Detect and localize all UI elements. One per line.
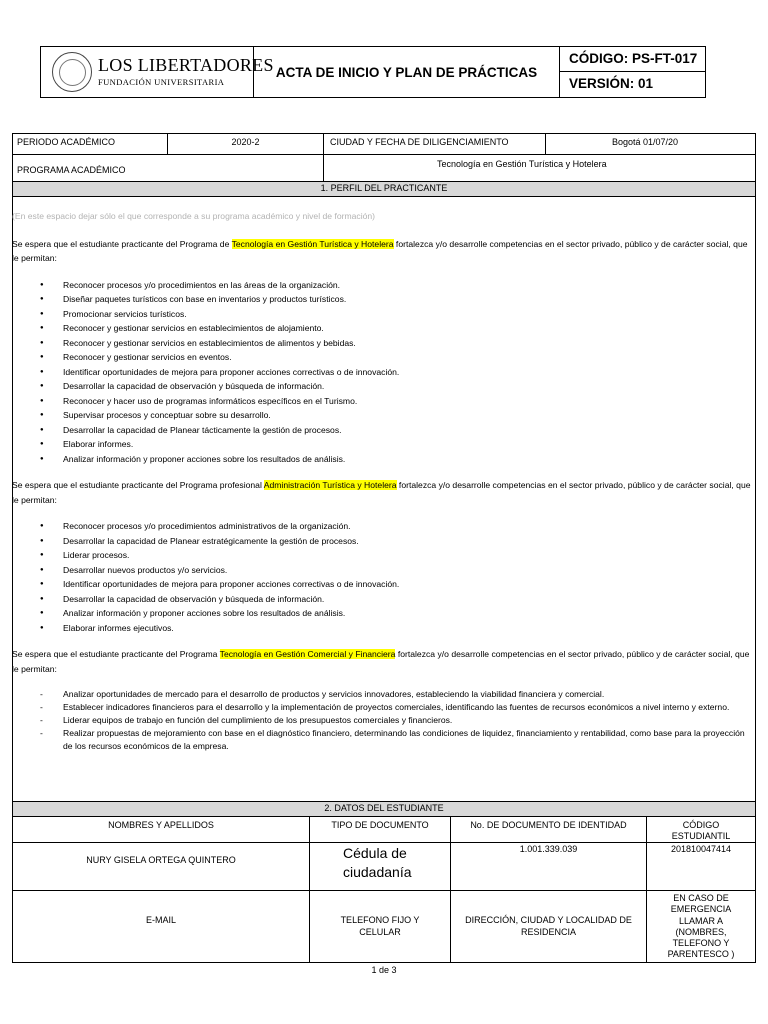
list-item: ● Diseñar paquetes turísticos con base en inventarios y productos turísticos. [12,292,756,307]
document-code: CÓDIGO: PS-FT-017 [560,46,706,72]
col-nombres-header: NOMBRES Y APELLIDOS [12,816,310,843]
document-type-value: Cédula de ciudadanía [309,842,451,891]
telefono-label: TELEFONO FIJO Y CELULAR [309,890,451,963]
list-item: ● Desarrollar la capacidad de observación y búsqueda de información. [12,592,756,607]
document-number-value: 1.001.339.039 [450,842,647,891]
document-title: ACTA DE INICIO Y PLAN DE PRÁCTICAS [254,46,560,98]
list-item: ● Reconocer procesos y/o procedimientos en las áreas de la organización. [12,278,756,293]
list-item: ● Elaborar informes ejecutivos. [12,621,756,636]
program-highlight-3: Tecnología en Gestión Comercial y Financiera [219,649,396,659]
list-item: ● Reconocer y gestionar servicios en establecimientos de alojamiento. [12,321,756,336]
list-item: ● Elaborar informes. [12,437,756,452]
institution-logo [40,46,274,98]
list-item: ● Liderar procesos. [12,548,756,563]
program-highlight-2: Administración Turística y Hotelera [263,480,397,490]
programa-value: Tecnología en Gestión Turística y Hotelera [323,154,756,182]
ciudad-label: CIUDAD Y FECHA DE DILIGENCIAMIENTO [323,133,546,155]
col-tipo-header: TIPO DE DOCUMENTO [309,816,451,843]
page-number: 1 de 3 [371,965,397,975]
competencies-list-1 [12,278,756,467]
section-perfil-content [12,196,756,753]
list-item: ● Promocionar servicios turísticos. [12,307,756,322]
email-label: E-MAIL [12,890,310,963]
profile-paragraph-1: Se espera que el estudiante practicante del Programa de Tecnología en Gestión Turística y Hotelera fortalezca y/o desarrolle competencias en el sector privado, público y de carácter social, que le permitan: [12,238,748,263]
list-item: ● Desarrollar la capacidad de Planear estratégicamente la gestión de procesos. [12,534,756,549]
list-item: ● Reconocer y gestionar servicios en establecimientos de alimentos y bebidas. [12,336,756,351]
list-item: ● Reconocer y hacer uso de programas informáticos específicos en el Turismo. [12,394,756,409]
list-item: ● Identificar oportunidades de mejora para proponer acciones correctivas o de innovación. [12,365,756,380]
student-name-value: NURY GISELA ORTEGA QUINTERO [12,842,310,891]
section-perfil-title: 1. PERFIL DEL PRACTICANTE [12,181,756,197]
profile-paragraph-3: Se espera que el estudiante practicante del Programa Tecnología en Gestión Comercial y Financiera fortalezca y/o desarrolle competencias en el sector privado, público y de carácter social, que le permitan: [12,649,750,674]
list-item: ● Desarrollar la capacidad de observación y búsqueda de información. [12,379,756,394]
list-item: - Realizar propuestas de mejoramiento con base en el diagnóstico financiero, determinando las condiciones de liquidez, financiamiento y rentabilidad, como base para la proyección de los recursos económicos de la empresa. [12,727,756,753]
list-item: ● Reconocer y gestionar servicios en eventos. [12,350,756,365]
list-item: ● Analizar información y proponer acciones sobre los resultados de análisis. [12,452,756,467]
col-numero-header: No. DE DOCUMENTO DE IDENTIDAD [450,816,647,843]
emergencia-label: EN CASO DE EMERGENCIA LLAMAR A (NOMBRES, TELEFONO Y PARENTESCO ) [646,890,756,963]
competencies-list-3 [12,688,756,753]
periodo-value: 2020-2 [167,133,324,155]
list-item: ● Supervisar procesos y conceptuar sobre su desarrollo. [12,408,756,423]
list-item: ● Identificar oportunidades de mejora para proponer acciones correctivas o de innovación. [12,577,756,592]
logo-name: LOS LIBERTADORES [98,55,274,75]
ciudad-value: Bogotá 01/07/20 [545,133,756,155]
programa-label: PROGRAMA ACADÉMICO [12,154,324,182]
list-item: ● Desarrollar nuevos productos y/o servicios. [12,563,756,578]
list-item: ● Analizar información y proponer acciones sobre los resultados de análisis. [12,606,756,621]
periodo-label: PERIODO ACADÉMICO [12,133,168,155]
list-item: - Establecer indicadores financieros para el desarrollo y la implementación de proyectos comerciales, identificando las fuentes de recursos económicos a nivel interno y externo. [12,701,756,714]
instruction-note: (En este espacio dejar sólo el que corresponde a su programa académico y nivel de formación) [12,211,376,221]
student-code-value: 201810047414 [646,842,756,891]
profile-paragraph-2: Se espera que el estudiante practicante del Programa profesional Administración Turística y Hotelera fortalezca y/o desarrolle competencias en el sector privado, público y de carácter social, que le permitan: [12,480,751,505]
university-seal-icon [52,52,92,92]
document-version: VERSIÓN: 01 [560,72,706,98]
program-highlight-1: Tecnología en Gestión Turística y Hotelera [231,238,394,249]
list-item: - Analizar oportunidades de mercado para el desarrollo de productos y servicios innovadores, estableciendo la viabilidad financiera y comercial. [12,688,756,701]
logo-subtitle: FUNDACIÓN UNIVERSITARIA [98,77,225,87]
col-codigo-header: CÓDIGO ESTUDIANTIL [646,816,756,843]
list-item: ● Reconocer procesos y/o procedimientos administrativos de la organización. [12,519,756,534]
competencies-list-2 [12,519,756,635]
list-item: - Liderar equipos de trabajo en función del cumplimiento de los presupuestos comerciales y financieros. [12,714,756,727]
list-item: ● Desarrollar la capacidad de Planear tácticamente la gestión de procesos. [12,423,756,438]
section-datos-title: 2. DATOS DEL ESTUDIANTE [12,801,756,817]
direccion-label: DIRECCIÓN, CIUDAD Y LOCALIDAD DE RESIDENCIA [450,890,647,963]
